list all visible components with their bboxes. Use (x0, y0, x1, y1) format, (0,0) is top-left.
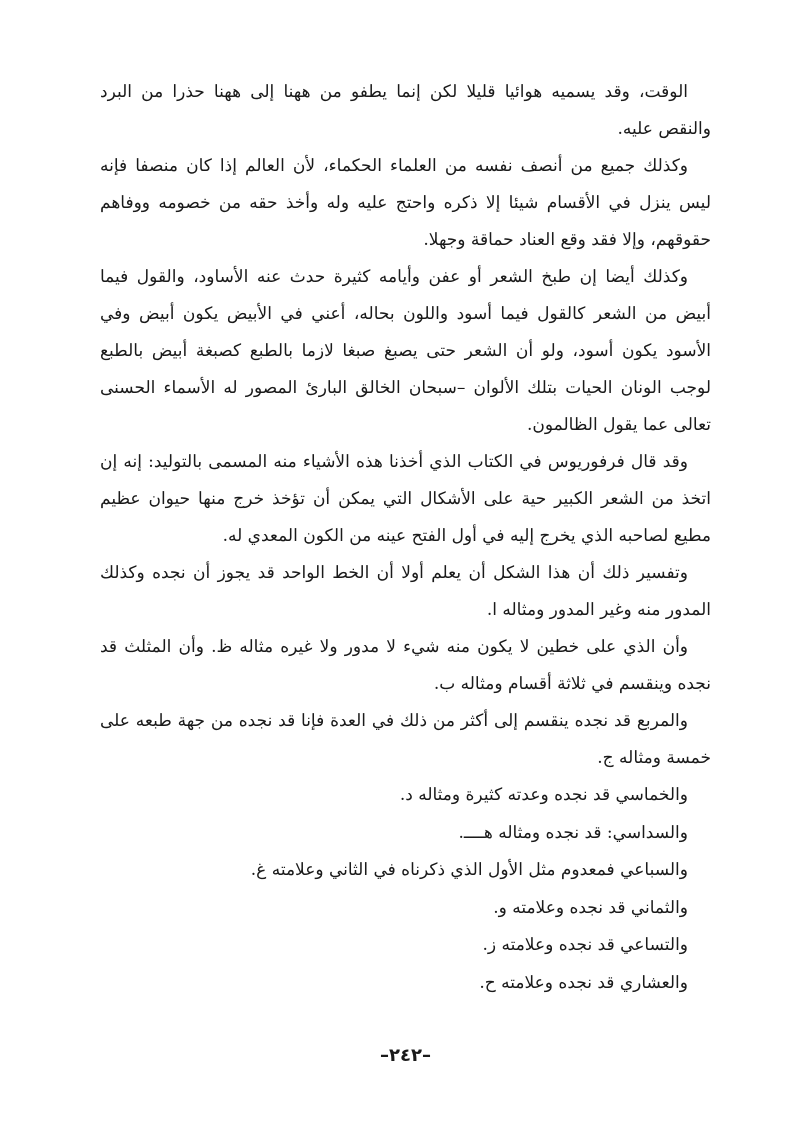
list-item-nonagon: والتساعي قد نجده وعلامته ز. (482, 935, 688, 955)
list-item-decagon: والعشاري قد نجده وعلامته ح. (479, 972, 688, 993)
paragraph-6: وأن الذي على خطين لا يكون منه شيء لا مدور ولا غيره مثاله ظ. وأن المثلث قد نجده وينقسم في ثلاثة أقسام ومثاله ب. (100, 637, 711, 694)
paragraph-7: والمربع قد نجده ينقسم إلى أكثر من ذلك في العدة فإنا قد نجده من جهة طبعه على خمسة ومثاله ج. (100, 711, 711, 768)
list-item-octagon: والثماني قد نجده وعلامته و. (493, 897, 688, 918)
list-item-hexagon: والسداسي: قد نجده ومثاله هــــ. (458, 822, 688, 843)
paragraph-2: وكذلك جميع من أنصف نفسه من العلماء الحكماء، لأن العالم إذا كان منصفا فإنه ليس ينزل في الأقسام شيئا إلا ذكره واحتج عليه وله وأخذ حقه من خصومه ووفاهم حقوقهم، وإلا فقد وقع العناد حماقة وجهلا. (100, 156, 711, 250)
paragraph-3: وكذلك أيضا إن طبخ الشعر أو عفن وأيامه كثيرة حدث عنه الأساود، والقول فيما أبيض من الشعر كالقول فيما أسود واللون بحاله، أعني في الأبيض يكون أبيض وفي الأسود يكون أسود، ولو أن الشعر حتى يصبغ صبغا لازما بالطبع كصبغة أبيض بالطبع لوجب الونان الحيات بتلك الألوان –سبحان الخالق البارئ المصور له الأسماء الحسنى تعالى عما يقول الظالمون. (100, 267, 711, 435)
paragraph-1: الوقت، وقد يسميه هوائيا قليلا لكن إنما يطفو من ههنا إلى ههنا حذرا من البرد والنقص عليه. (100, 82, 711, 139)
paragraph-5: وتفسير ذلك أن هذا الشكل أن يعلم أولا أن الخط الواحد قد يجوز أن نجده وكذلك المدور منه وغير المدور ومثاله ا. (100, 563, 711, 620)
paragraph-4: وقد قال فرفوريوس في الكتاب الذي أخذنا هذه الأشياء منه المسمى بالتوليد: إنه إن اتخذ من الشعر الكبير حية على الأشكال التي يمكن أن تؤخذ خرج منها حيوان عظيم مطيع لصاحبه الذي يخرج إليه في أول الفتح عينه من الكون المعدي له. (100, 452, 711, 546)
document-page (100, 74, 711, 1002)
list-item-pentagon: والخماسي قد نجده وعدته كثيرة ومثاله د. (399, 785, 688, 805)
list-item-heptagon: والسباعي فمعدوم مثل الأول الذي ذكرناه في الثاني وعلامته غ. (250, 860, 688, 880)
page-number: –٢٤٢– (380, 1045, 431, 1066)
